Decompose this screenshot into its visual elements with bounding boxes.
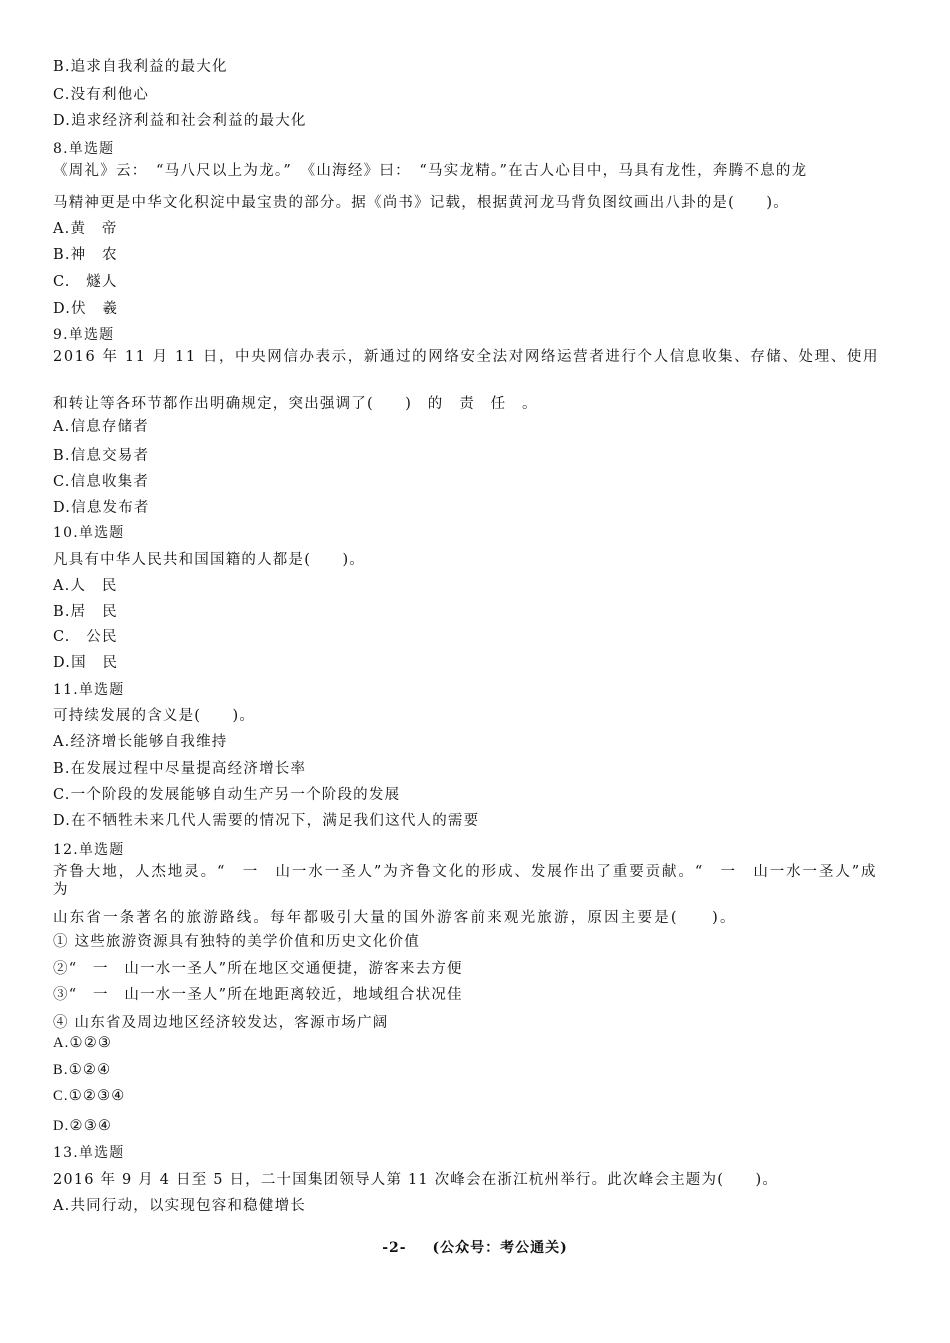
option-c-q10: C. 公民	[53, 629, 118, 645]
question-13-header: 13.单选题	[53, 1145, 125, 1161]
option-b-q12: B.①②④	[53, 1062, 112, 1078]
option-a-q13: A.共同行动，以实现包容和稳健增长	[53, 1198, 306, 1214]
option-a-q11: A.经济增长能够自我维持	[53, 734, 228, 750]
question-9-text-line-1: 2016 年 11 月 11 日，中央网信办表示，新通过的网络安全法对网络运营者进行个人信息收集、存储、处理、使用	[53, 349, 880, 365]
option-d-q9: D.信息发布者	[53, 500, 150, 516]
option-c-q8: C. 燧人	[53, 274, 118, 290]
question-8-header: 8.单选题	[53, 141, 115, 157]
option-d-q11: D.在不牺牲未来几代人需要的情况下，满足我们这代人的需要	[53, 813, 480, 829]
question-12-text-line-2: 山东省一条著名的旅游路线。每年都吸引大量的国外游客前来观光旅游，原因主要是( )。	[53, 910, 737, 926]
option-d-q7: D.追求经济利益和社会利益的最大化	[53, 113, 307, 129]
option-a-q9: A.信息存储者	[53, 419, 149, 435]
option-b-q9: B.信息交易者	[53, 448, 150, 464]
question-8-text-line-1: 《周礼》云： “马八尺以上为龙。” 《山海经》曰： “马实龙精。”在古人心目中，马具有龙性，奔腾不息的龙	[53, 163, 808, 179]
question-12-header: 12.单选题	[53, 842, 125, 858]
option-b-q10: B.居 民	[53, 604, 118, 620]
statement-2-q12: ②“ 一 山一水一圣人”所在地区交通便捷，游客来去方便	[53, 961, 463, 977]
option-b-q8: B.神 农	[53, 247, 118, 263]
option-a-q12: A.①②③	[53, 1035, 113, 1051]
question-11-header: 11.单选题	[53, 682, 125, 698]
question-9-text-line-2: 和转让等各环节都作出明确规定，突出强调了( ) 的 责 任 。	[53, 396, 538, 412]
option-b-q7: B.追求自我利益的最大化	[53, 59, 228, 75]
footer-note: (公众号：考公通关)	[432, 1240, 568, 1256]
page-number: -2-	[382, 1240, 407, 1256]
question-11-text: 可持续发展的含义是( )。	[53, 708, 256, 724]
option-d-q8: D.伏 羲	[53, 301, 119, 317]
statement-1-q12: ① 这些旅游资源具有独特的美学价值和历史文化价值	[53, 934, 420, 950]
option-c-q7: C.没有利他心	[53, 87, 150, 103]
question-12-text-line-1: 齐鲁大地，人杰地灵。“ 一 山一水一圣人”为齐鲁文化的形成、发展作出了重要贡献。“ 一 山一水一圣人”成为	[53, 864, 878, 898]
statement-4-q12: ④ 山东省及周边地区经济较发达，客源市场广阔	[53, 1015, 389, 1031]
question-10-text: 凡具有中华人民共和国国籍的人都是( )。	[53, 552, 366, 568]
option-d-q10: D.国 民	[53, 655, 119, 671]
option-c-q11: C.一个阶段的发展能够自动生产另一个阶段的发展	[53, 787, 401, 803]
option-a-q10: A.人 民	[53, 578, 118, 594]
question-13-text: 2016 年 9 月 4 日至 5 日，二十国集团领导人第 11 次峰会在浙江杭州举行。此次峰会主题为( )。	[53, 1172, 779, 1188]
option-d-q12: D.②③④	[53, 1118, 113, 1134]
option-b-q11: B.在发展过程中尽量提高经济增长率	[53, 761, 307, 777]
option-c-q12: C.①②③④	[53, 1088, 126, 1104]
question-9-header: 9.单选题	[53, 327, 115, 343]
option-a-q8: A.黄 帝	[53, 221, 118, 237]
statement-3-q12: ③“ 一 山一水一圣人”所在地距离较近，地域组合状况佳	[53, 987, 463, 1003]
page-footer	[0, 1237, 950, 1257]
question-10-header: 10.单选题	[53, 525, 125, 541]
option-c-q9: C.信息收集者	[53, 474, 150, 490]
question-8-text-line-2: 马精神更是中华文化积淀中最宝贵的部分。据《尚书》记载，根据黄河龙马背负图纹画出八卦的是( )。	[53, 195, 789, 211]
